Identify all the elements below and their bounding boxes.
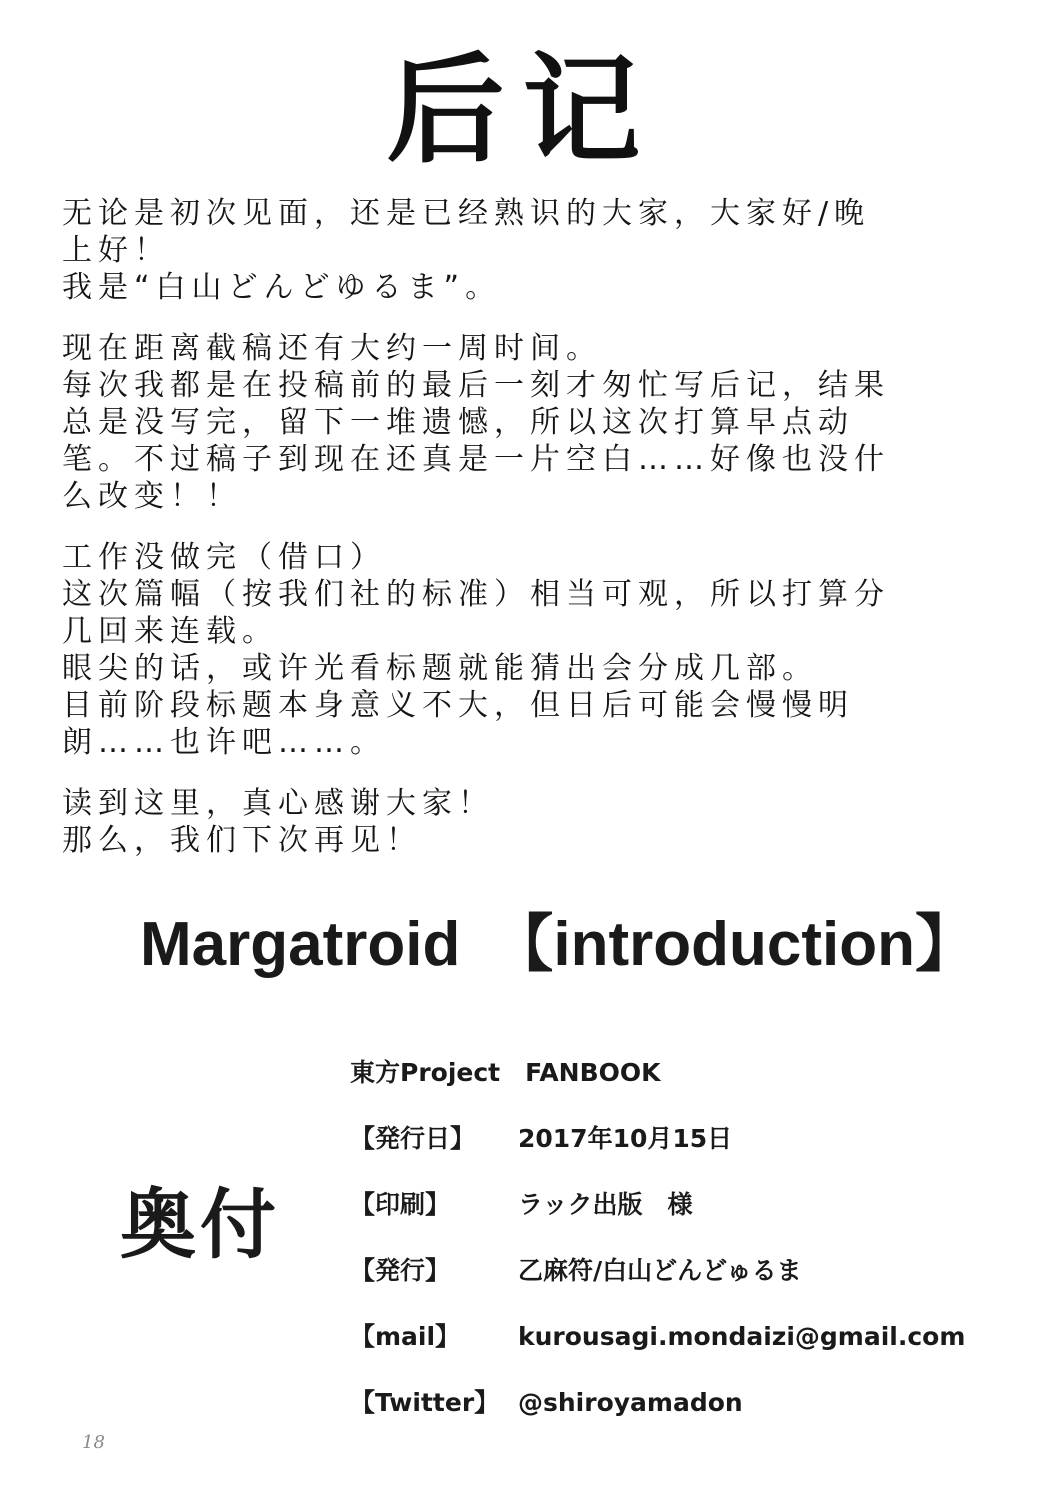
colophon-key: 【mail】 [350,1322,461,1351]
colophon [350,1050,1010,1446]
colophon-value: @shiroyamadon [518,1388,743,1417]
afterword-line: 现在距离截稿还有大约一周时间。 [62,331,602,366]
afterword-line: 总是没写完，留下一堆遗憾，所以这次打算早点动 [62,405,854,440]
colophon-row-printer [350,1182,1010,1228]
work-title: Margatroid 【introduction】 [140,910,977,979]
afterword-line: 工作没做完（借口） [62,540,386,575]
colophon-value: ラック出版 様 [518,1190,693,1219]
colophon-key: 【Twitter】 [350,1388,500,1417]
afterword-line: 这次篇幅（按我们社的标准）相当可观，所以打算分 [62,577,890,612]
colophon-key: 【印刷】 [350,1190,451,1219]
afterword-line: 无论是初次见面，还是已经熟识的大家，大家好/晚 [62,196,871,231]
afterword-paragraph [62,539,1002,761]
afterword-line: 每次我都是在投稿前的最后一刻才匆忙写后记，结果 [62,368,890,403]
colophon-value: kurousagi.mondaizi@gmail.com [518,1322,966,1351]
colophon-value: 2017年10月15日 [518,1124,733,1153]
afterword-body [62,195,1002,883]
colophon-value: 乙麻符/白山どんどゅるま [518,1256,802,1285]
afterword-line: 笔。不过稿子到现在还真是一片空白……好像也没什 [62,442,890,477]
afterword-line: 上好！ [62,233,170,268]
afterword-line: 读到这里，真心感谢大家！ [62,786,494,821]
afterword-line: 我是“白山どんどゆるま”。 [62,270,502,305]
afterword-line: 那么，我们下次再见！ [62,823,422,858]
colophon-mark: 奥付 [120,1180,280,1269]
afterword-line: 几回来连载。 [62,614,278,649]
afterword-line: 么改变！！ [62,479,242,514]
page-title: 后记 [386,41,659,179]
afterword-line: 目前阶段标题本身意义不大，但日后可能会慢慢明 [62,688,854,723]
colophon-key: 【発行日】 [350,1124,476,1153]
colophon-row-mail [350,1314,1010,1360]
afterword-line: 朗……也许吧……。 [62,725,386,760]
colophon-header: 東方Project FANBOOK [350,1058,661,1087]
colophon-row-date [350,1116,1010,1162]
afterword-line: 眼尖的话，或许光看标题就能猜出会分成几部。 [62,651,818,686]
afterword-paragraph [62,330,1002,515]
colophon-key: 【発行】 [350,1256,451,1285]
afterword-paragraph [62,195,1002,306]
page-number: 18 [82,1432,105,1453]
colophon-row-twitter [350,1380,1010,1426]
afterword-paragraph [62,785,1002,859]
colophon-row-publisher [350,1248,1010,1294]
